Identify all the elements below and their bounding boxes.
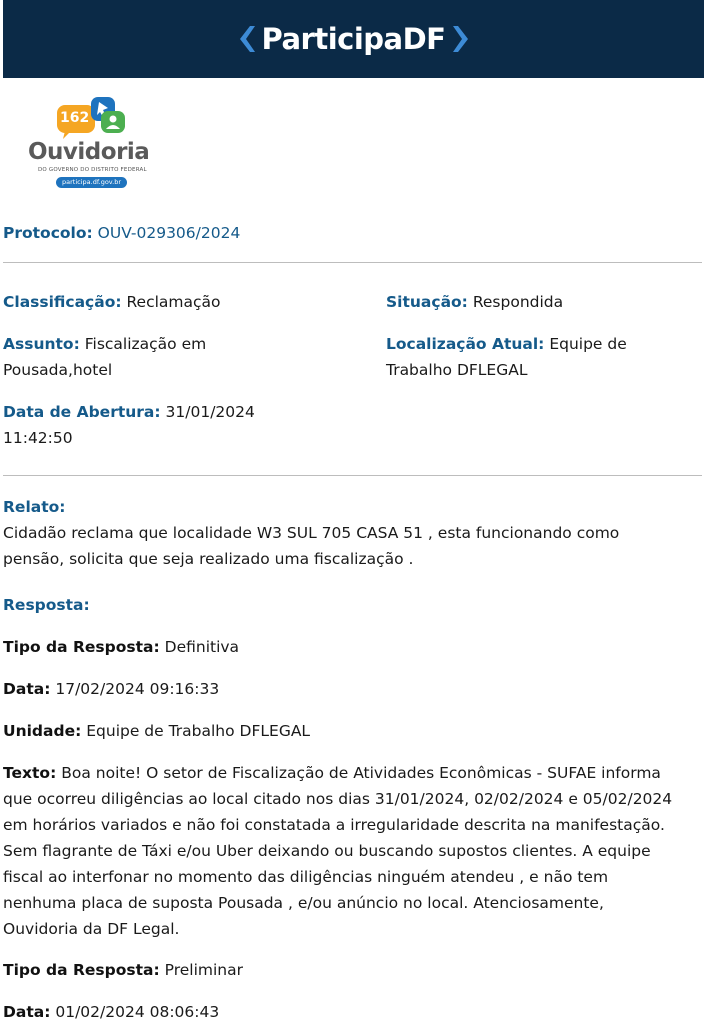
data-abertura-label: Data de Abertura:	[3, 403, 161, 421]
left-chevron-icon	[236, 24, 256, 54]
classificacao-label: Classificação:	[3, 293, 122, 311]
tipo-resposta-row	[3, 634, 239, 660]
tipo-resposta-label: Tipo da Resposta:	[3, 638, 160, 656]
texto-line: Boa noite! O setor de Fiscalização de Atividades Econômicas - SUFAE informa	[61, 764, 661, 782]
data-resposta-label: Data:	[3, 1003, 51, 1021]
data-abertura-row	[3, 399, 255, 451]
unidade-value: Equipe de Trabalho DFLEGAL	[86, 722, 311, 740]
badge-number: 162	[60, 110, 90, 126]
logo-title: Ouvidoria	[28, 139, 150, 165]
assunto-row	[3, 331, 206, 383]
tipo-resposta-value: Definitiva	[164, 638, 240, 656]
participa-df-logo[interactable]	[236, 22, 472, 56]
situacao-row	[386, 289, 563, 315]
brand-name: ParticipaDF	[261, 22, 446, 56]
divider	[3, 262, 702, 263]
texto-line: Sem flagrante de Táxi e/ou Uber deixando ou buscando supostos clientes. A equipe	[3, 842, 651, 860]
unidade-label: Unidade:	[3, 722, 82, 740]
data-abertura-value-line1: 31/01/2024	[165, 403, 255, 421]
texto-resposta	[3, 760, 703, 942]
data-abertura-value-line2: 11:42:50	[3, 429, 73, 447]
divider	[3, 475, 702, 476]
assunto-value-line2: Pousada,hotel	[3, 361, 113, 379]
right-chevron-icon	[452, 24, 472, 54]
assunto-value-line1: Fiscalização em	[84, 335, 207, 353]
tipo-resposta-label: Tipo da Resposta:	[3, 961, 160, 979]
protocolo-label: Protocolo:	[3, 224, 93, 242]
relato-label: Relato:	[3, 498, 66, 516]
relato-line: Cidadão reclama que localidade W3 SUL 705 CASA 51 , esta funcionando como	[3, 524, 620, 542]
ouvidoria-logo	[27, 95, 157, 190]
texto-line: fiscal ao interfonar no momento das diligências ninguém atendeu , e não tem	[3, 868, 609, 886]
texto-line: nenhuma placa de suposta Pousada , e/ou anúncio no local. Atenciosamente,	[3, 894, 604, 912]
protocolo-row	[3, 220, 240, 246]
classificacao-row	[3, 289, 221, 315]
texto-line: Ouvidoria da DF Legal.	[3, 920, 180, 938]
assunto-label: Assunto:	[3, 335, 80, 353]
data-resposta-value: 01/02/2024 08:06:43	[55, 1003, 220, 1021]
situacao-value: Respondida	[472, 293, 564, 311]
relato-line: pensão, solicita que seja realizado uma fiscalização .	[3, 550, 414, 568]
app-header	[3, 0, 704, 78]
logo-url-badge: participa.df.gov.br	[56, 177, 127, 188]
classificacao-value: Reclamação	[126, 293, 221, 311]
texto-line: em horários variados e não foi constatada a irregularidade descrita na manifestação.	[3, 816, 665, 834]
unidade-row	[3, 718, 310, 744]
data-resposta-value: 17/02/2024 09:16:33	[55, 680, 220, 698]
data-resposta-label: Data:	[3, 680, 51, 698]
protocolo-value: OUV-029306/2024	[97, 224, 241, 242]
texto-label: Texto:	[3, 764, 57, 782]
logo-subtitle: DO GOVERNO DO DISTRITO FEDERAL	[38, 167, 147, 173]
localizacao-label: Localização Atual:	[386, 335, 545, 353]
resposta-label: Resposta:	[3, 596, 90, 614]
tipo-resposta-value: Preliminar	[164, 961, 243, 979]
data-resposta-row	[3, 676, 219, 702]
texto-line: que ocorreu diligências ao local citado nos dias 31/01/2024, 02/02/2024 e 05/02/2024	[3, 790, 673, 808]
relato-text	[3, 520, 703, 572]
situacao-label: Situação:	[386, 293, 468, 311]
tipo-resposta-row	[3, 957, 243, 983]
data-resposta-row	[3, 999, 219, 1025]
localizacao-row	[386, 331, 627, 383]
localizacao-value-line2: Trabalho DFLEGAL	[386, 361, 528, 379]
localizacao-value-line1: Equipe de	[549, 335, 627, 353]
